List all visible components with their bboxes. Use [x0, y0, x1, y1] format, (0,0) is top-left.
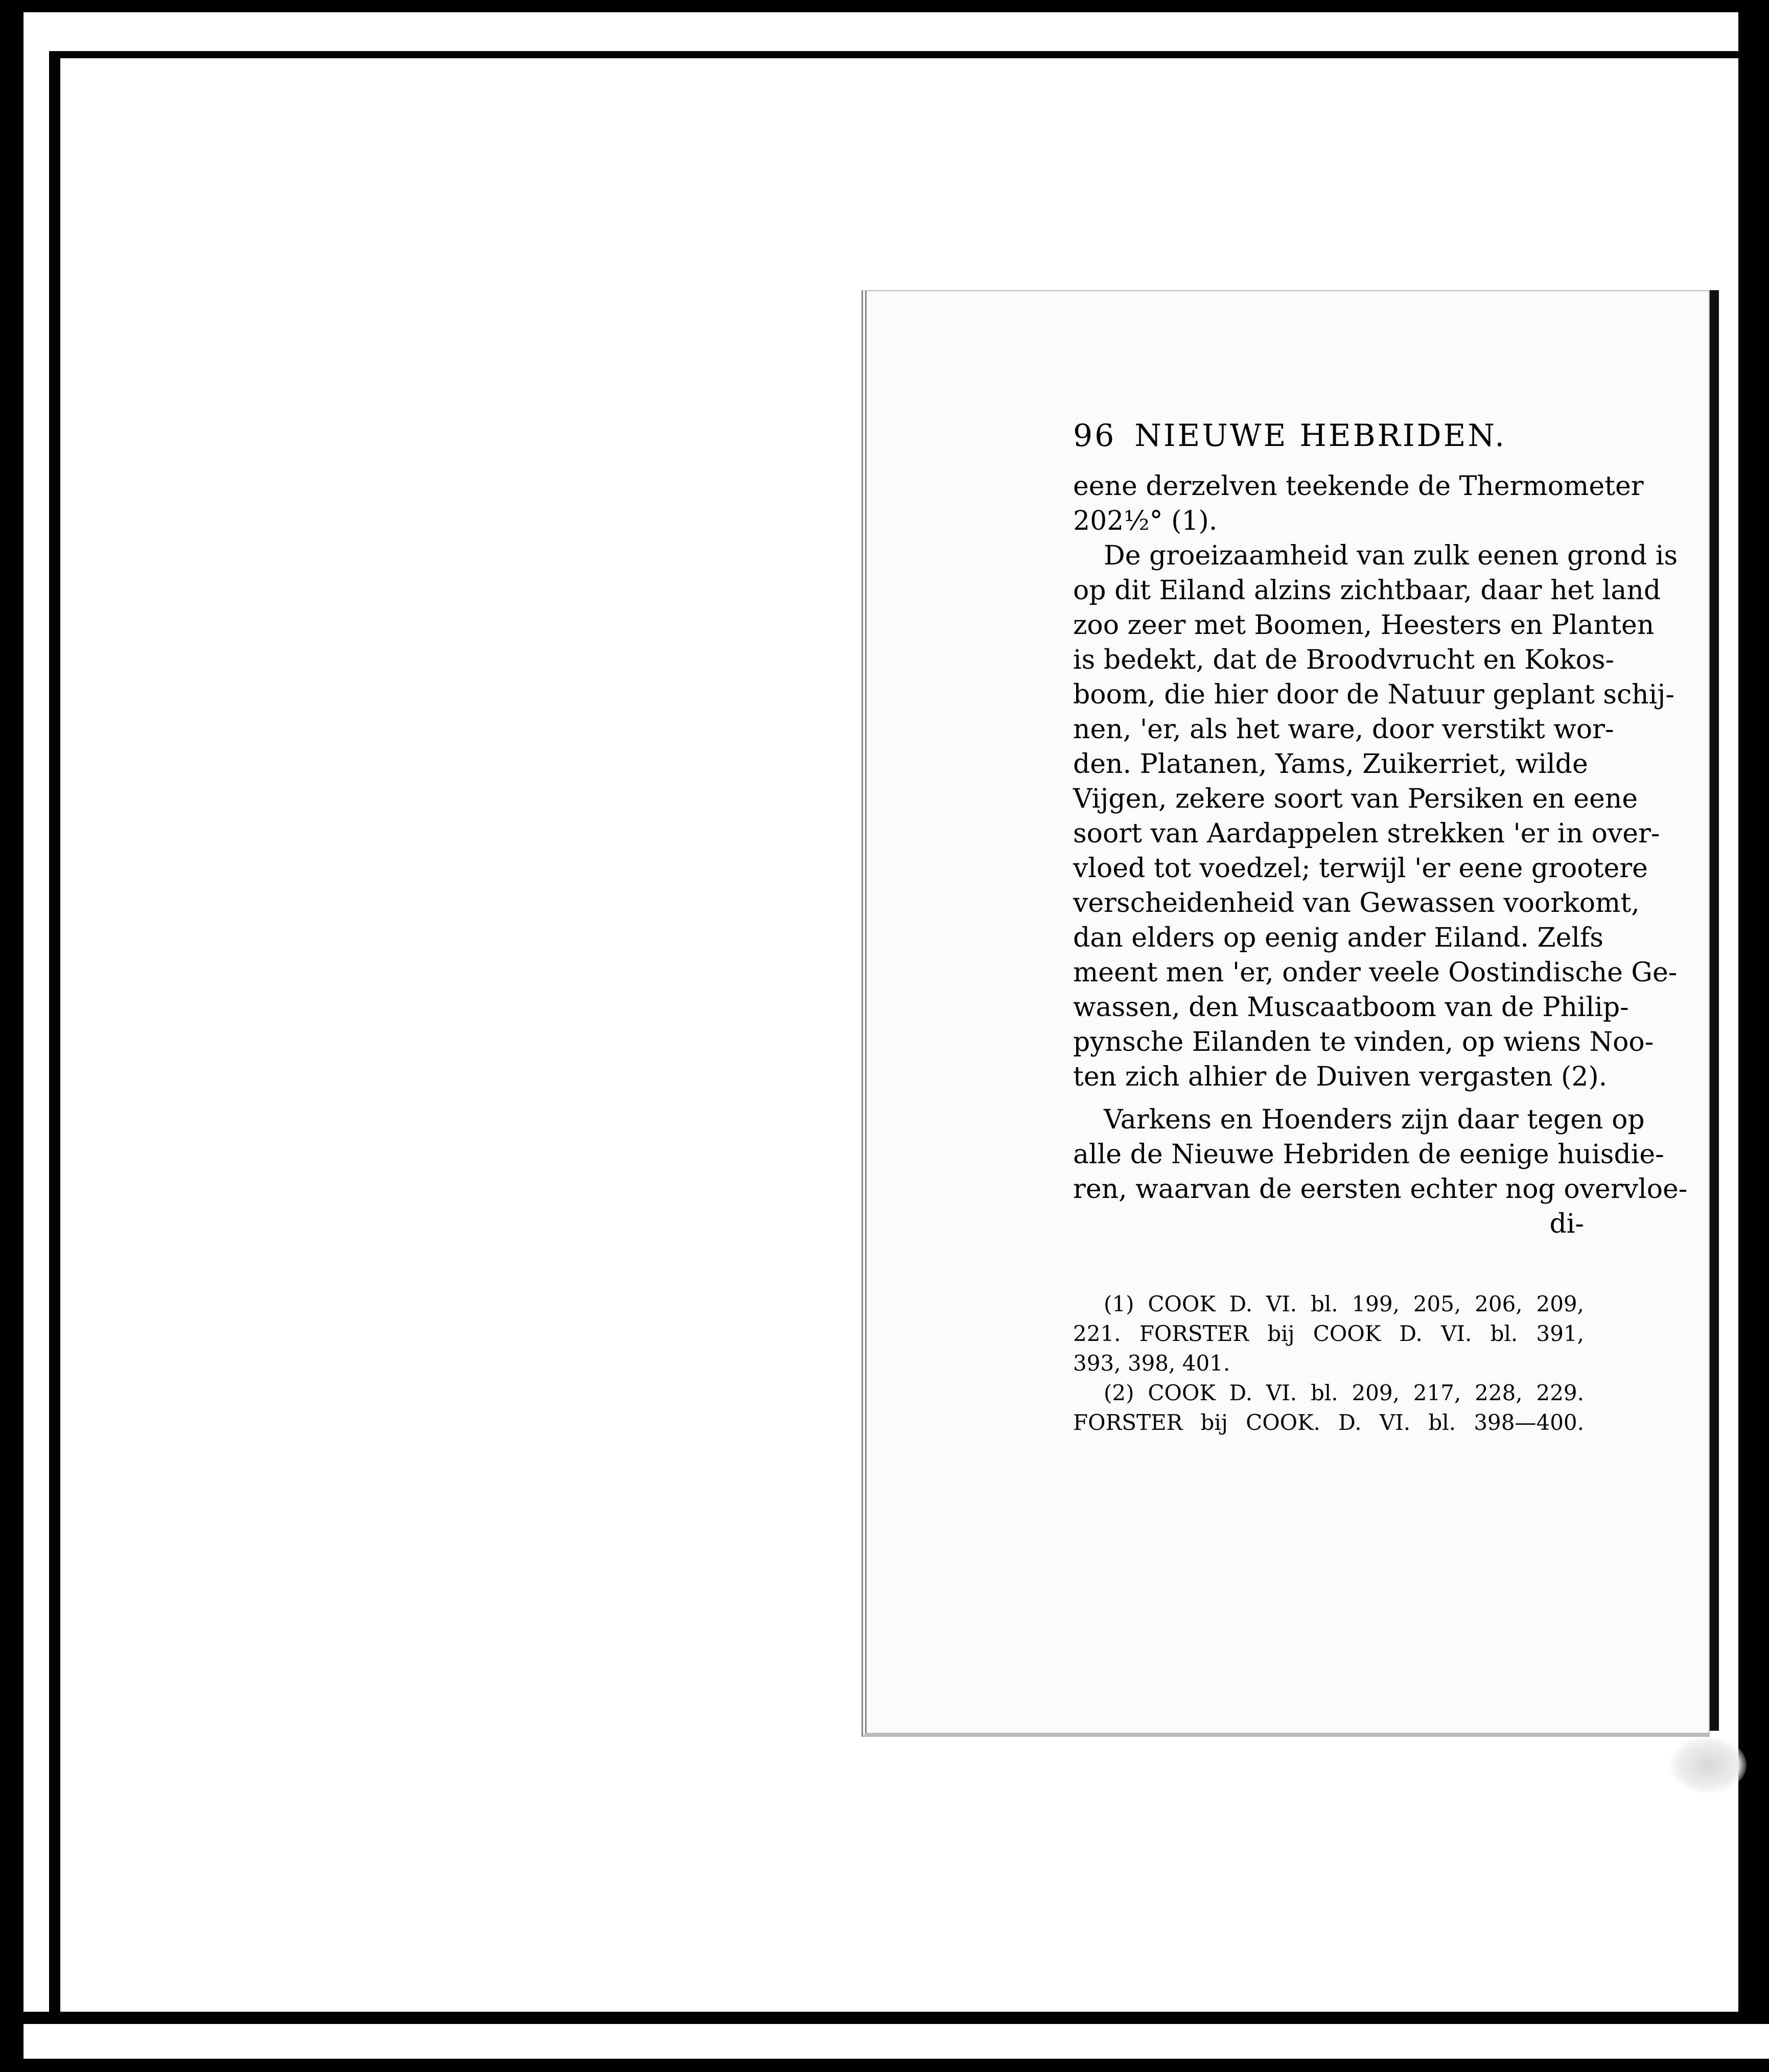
body-line: boom, die hier door de Natuur geplant schij- — [1073, 679, 1674, 710]
body-line: vloed tot voedzel; terwijl 'er eene grootere — [1073, 853, 1648, 884]
body-line: De groeizaamheid van zulk eenen grond is — [1104, 540, 1678, 571]
scan-smudge — [1670, 1737, 1747, 1793]
scan-border-right — [1738, 0, 1769, 2024]
scan-border-left-inner — [49, 51, 60, 2023]
scan-border-left — [0, 0, 24, 2072]
scan-border-bottom-outer — [0, 2059, 1769, 2072]
scan-border-inner-top — [49, 51, 1740, 58]
page-number: 96 — [1073, 418, 1116, 454]
body-line: soort van Aardappelen strekken 'er in over- — [1073, 818, 1660, 849]
body-line: alle de Nieuwe Hebriden de eenige huisdie- — [1073, 1139, 1664, 1170]
body-line: wassen, den Muscaatboom van de Philip- — [1073, 992, 1629, 1023]
footnote-line: (2) COOK D. VI. bl. 209, 217, 228, 229. — [1104, 1380, 1584, 1405]
body-line: den. Platanen, Yams, Zuikerriet, wilde — [1073, 749, 1588, 780]
body-line: ren, waarvan de eersten echter nog overvloe- — [1073, 1174, 1688, 1205]
footnote-line: 221. FORSTER bij COOK D. VI. bl. 391, — [1073, 1321, 1584, 1346]
page-edge-shadow — [1710, 290, 1719, 1731]
scan-border-top — [0, 0, 1769, 12]
footnote-line: 393, 398, 401. — [1073, 1351, 1230, 1376]
running-head-title: NIEUWE HEBRIDEN. — [1134, 418, 1507, 454]
body-line: 202½° (1). — [1073, 506, 1218, 536]
body-line: ten zich alhier de Duiven vergasten (2). — [1073, 1062, 1608, 1092]
body-line: nen, 'er, als het ware, door verstikt wor- — [1073, 714, 1614, 745]
body-line: op dit Eiland alzins zichtbaar, daar het land — [1073, 575, 1661, 606]
body-line: zoo zeer met Boomen, Heesters en Planten — [1073, 610, 1655, 641]
running-header — [1073, 418, 1506, 462]
catchword: di- — [1549, 1209, 1584, 1239]
footnote-line: (1) COOK D. VI. bl. 199, 205, 206, 209, — [1104, 1291, 1584, 1316]
body-line: is bedekt, dat de Broodvrucht en Kokos- — [1073, 645, 1615, 675]
body-line: Varkens en Hoenders zijn daar tegen op — [1104, 1104, 1645, 1135]
body-line: Vijgen, zekere soort van Persiken en eene — [1073, 784, 1638, 814]
body-line: eene derzelven teekende de Thermometer — [1073, 471, 1644, 502]
body-line: pynsche Eilanden te vinden, op wiens Noo- — [1073, 1027, 1654, 1057]
footnote-line: FORSTER bij COOK. D. VI. bl. 398—400. — [1073, 1410, 1584, 1435]
body-line: meent men 'er, onder veele Oostindische Ge- — [1073, 957, 1678, 988]
body-line: verscheidenheid van Gewassen voorkomt, — [1073, 888, 1640, 919]
body-line: dan elders op eenig ander Eiland. Zelfs — [1073, 923, 1603, 953]
scan-border-bottom — [0, 2012, 1769, 2024]
